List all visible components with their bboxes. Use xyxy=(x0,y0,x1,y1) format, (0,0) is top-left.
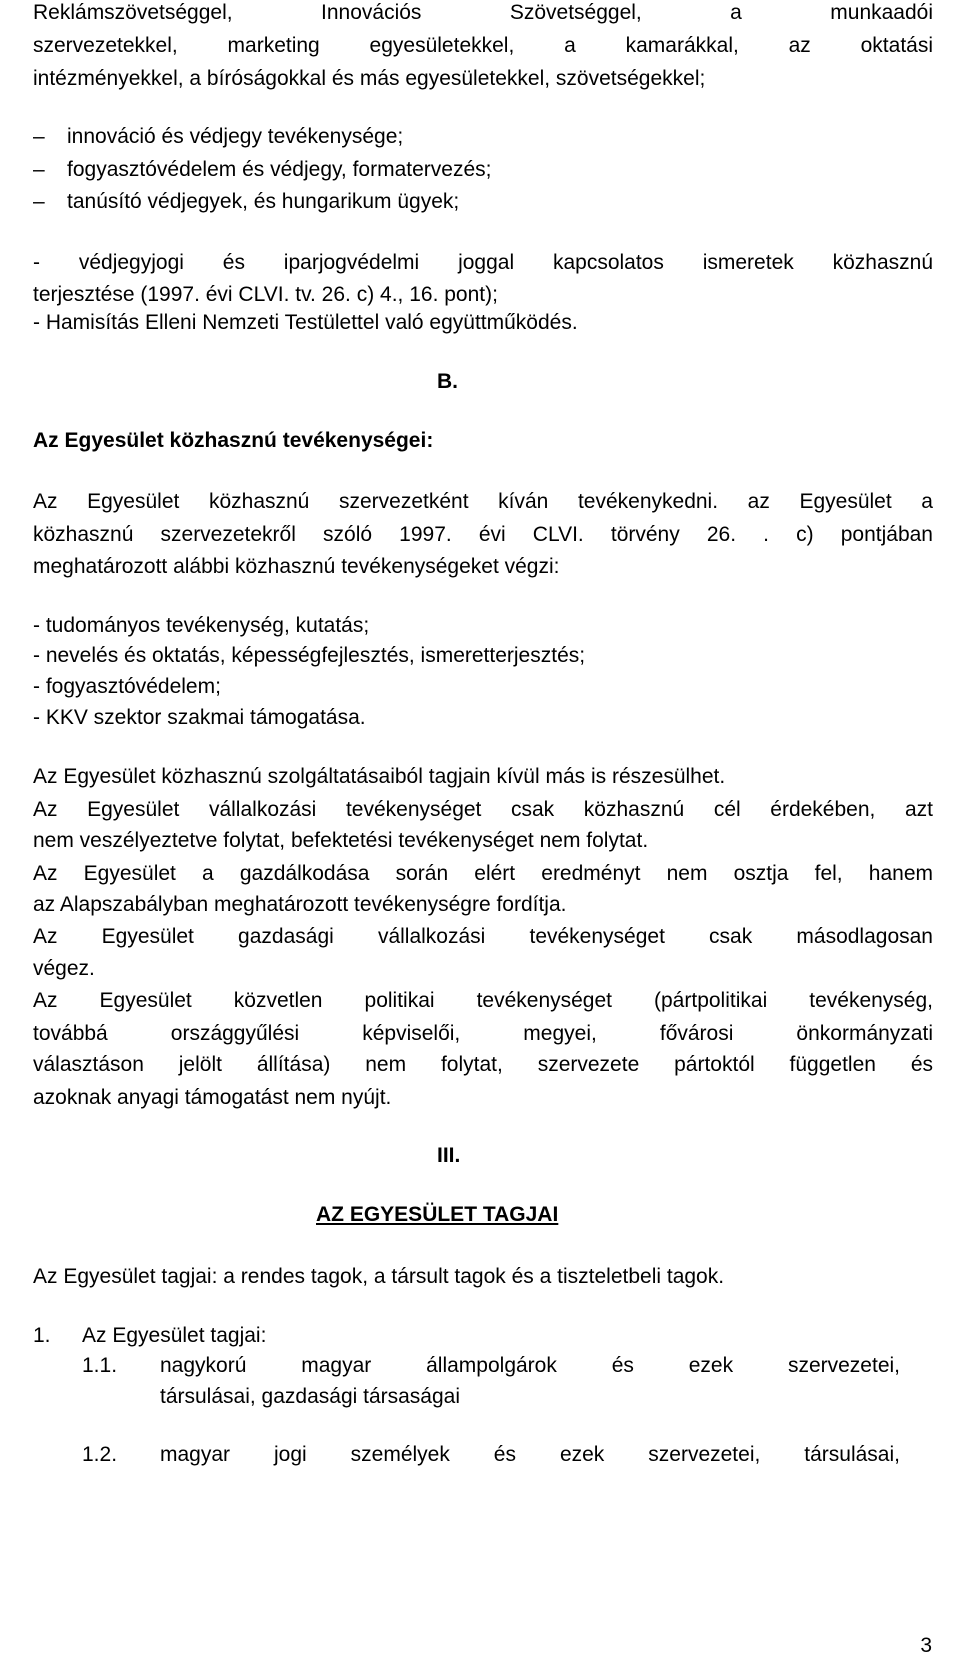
section-b-para-4-line-1: Az Egyesület a gazdálkodása során elért eredményt nem osztja fel, hanem xyxy=(33,862,933,885)
activity-list-item: - KKV szektor szakmai támogatása. xyxy=(33,706,366,729)
dash-list-item: – fogyasztóvédelem és védjegy, formatervezés; xyxy=(33,158,492,181)
section-iii-marker: III. xyxy=(437,1144,461,1167)
section-b-marker: B. xyxy=(437,370,458,393)
section-b-para-1-line-2: közhasznú szervezetekről szóló 1997. évi CLVI. törvény 26. . c) pontjában xyxy=(33,523,933,546)
section-b-para-5-line-1: Az Egyesület gazdasági vállalkozási tevékenységet csak másodlagosan xyxy=(33,925,933,948)
section-b-para-6-line-3: választáson jelölt állítása) nem folytat, szervezete pártoktól független és xyxy=(33,1053,933,1076)
item-1-1-number: 1.1. xyxy=(82,1354,118,1377)
intro-line-1: Reklámszövetséggel, Innovációs Szövetséggel, a munkaadói xyxy=(33,1,933,24)
section-iii-title: AZ EGYESÜLET TAGJAI xyxy=(316,1203,559,1226)
item-1-1-line-1: nagykorú magyar állampolgárok és ezek szervezetei, xyxy=(160,1354,900,1377)
section-b-para-1-line-1: Az Egyesület közhasznú szervezetként kíván tevékenykedni. az Egyesület a xyxy=(33,490,933,513)
intro-line-3: intézményekkel, a bíróságokkal és más egyesületekkel, szövetségekkel; xyxy=(33,67,706,90)
section-b-para-6-line-1: Az Egyesület közvetlen politikai tevékenységet (pártpolitikai tevékenység, xyxy=(33,989,933,1012)
section-b-para-3-line-2: nem veszélyeztetve folytat, befektetési tevékenységet nem folytat. xyxy=(33,829,649,852)
item-1-1-line-2: társulásai, gazdasági társaságai xyxy=(160,1385,461,1408)
activity-list-item: - tudományos tevékenység, kutatás; xyxy=(33,614,370,637)
item-1-text: Az Egyesület tagjai: xyxy=(82,1324,267,1347)
section-b-para-6-line-2: továbbá országgyűlési képviselői, megyei, fővárosi önkormányzati xyxy=(33,1022,933,1045)
bullet-2: - Hamisítás Elleni Nemzeti Testülettel való együttműködés. xyxy=(33,311,578,334)
item-1-2-line-1: magyar jogi személyek és ezek szervezetei, társulásai, xyxy=(160,1443,900,1466)
section-b-para-4-line-2: az Alapszabályban meghatározott tevékenységre fordítja. xyxy=(33,893,567,916)
section-b-para-3-line-1: Az Egyesület vállalkozási tevékenységet csak közhasznú cél érdekében, azt xyxy=(33,798,933,821)
activity-list-item: - nevelés és oktatás, képességfejlesztés, ismeretterjesztés; xyxy=(33,644,586,667)
dash-list-item: – tanúsító védjegyek, és hungarikum ügyek; xyxy=(33,190,460,213)
intro-line-2: szervezetekkel, marketing egyesületekkel, a kamarákkal, az oktatási xyxy=(33,34,933,57)
page-number: 3 xyxy=(920,1634,932,1657)
section-iii-intro: Az Egyesület tagjai: a rendes tagok, a társult tagok és a tiszteletbeli tagok. xyxy=(33,1265,725,1288)
section-b-para-1-line-3: meghatározott alábbi közhasznú tevékenységeket végzi: xyxy=(33,555,560,578)
activity-list-item: - fogyasztóvédelem; xyxy=(33,675,221,698)
bullet-1-line-2: terjesztése (1997. évi CLVI. tv. 26. c) 4., 16. pont); xyxy=(33,283,498,306)
section-b-para-2: Az Egyesület közhasznú szolgáltatásaiból tagjain kívül más is részesülhet. xyxy=(33,765,726,788)
bullet-1-line-1: - védjegyjogi és iparjogvédelmi joggal kapcsolatos ismeretek közhasznú xyxy=(33,251,933,274)
section-b-para-5-line-2: végez. xyxy=(33,957,95,980)
item-1-number: 1. xyxy=(33,1324,51,1347)
section-b-para-6-line-4: azoknak anyagi támogatást nem nyújt. xyxy=(33,1086,392,1109)
section-b-heading: Az Egyesület közhasznú tevékenységei: xyxy=(33,429,434,452)
item-1-2-number: 1.2. xyxy=(82,1443,118,1466)
dash-list-item: – innováció és védjegy tevékenysége; xyxy=(33,125,404,148)
